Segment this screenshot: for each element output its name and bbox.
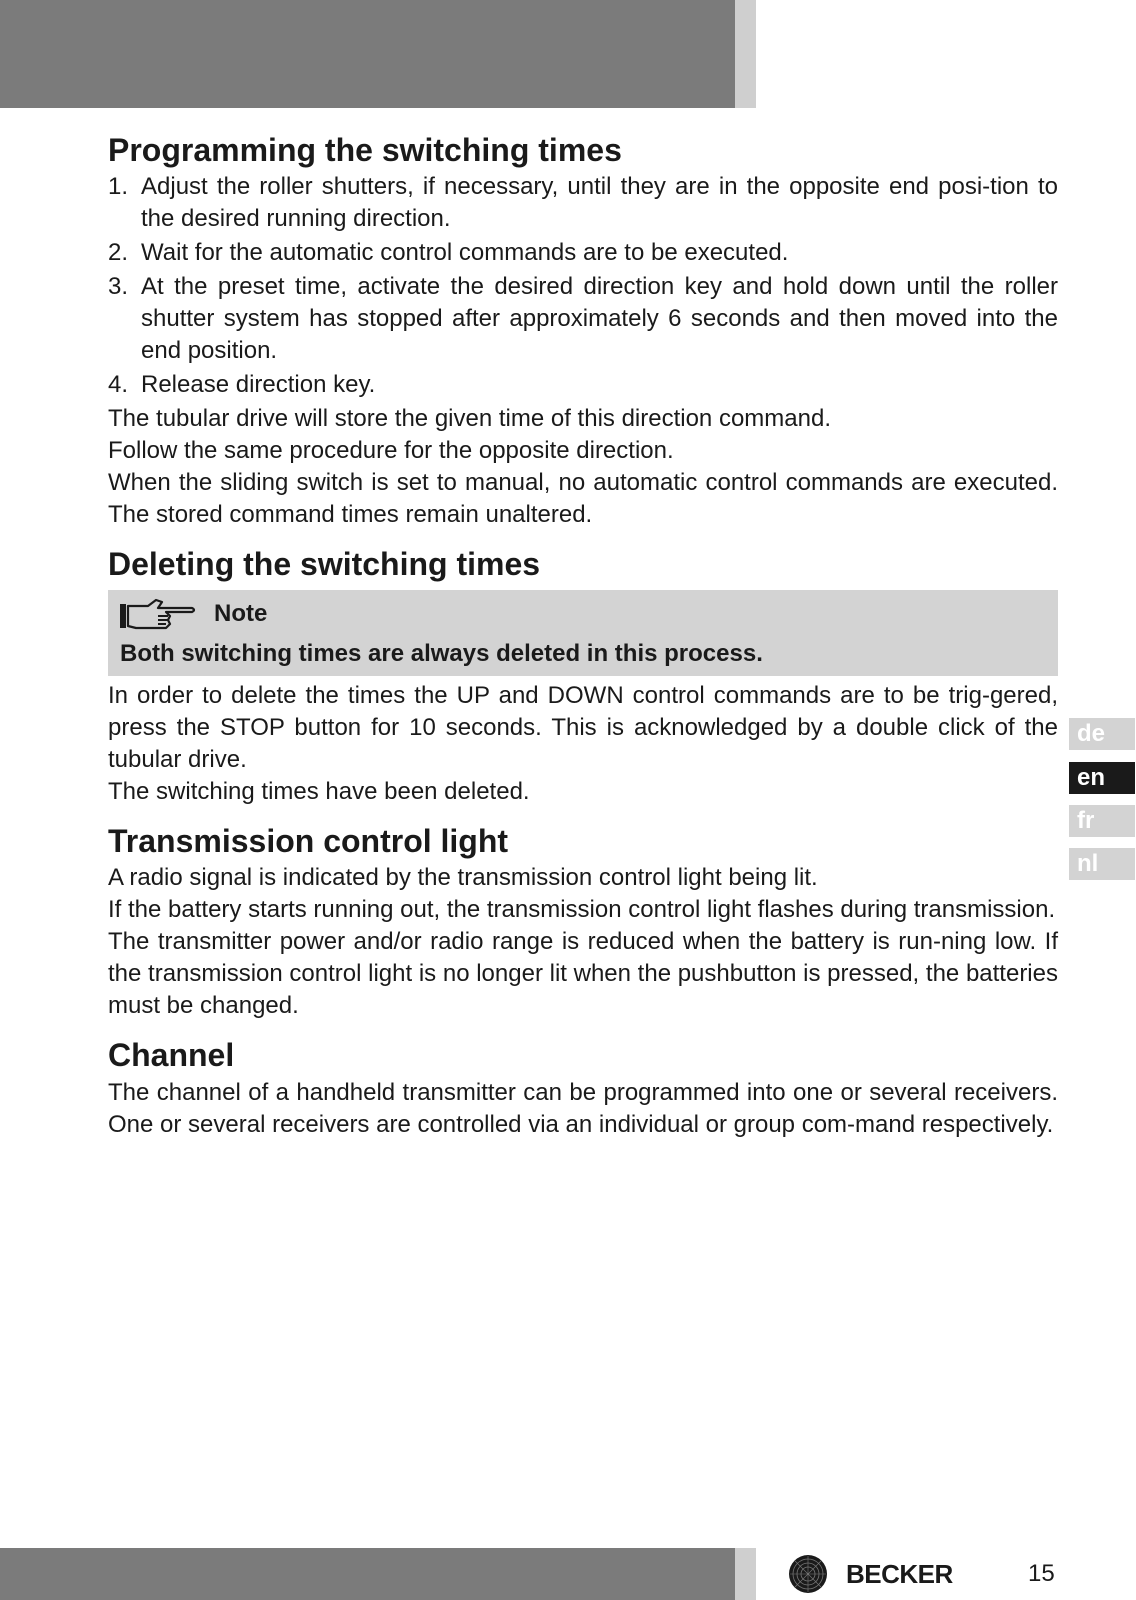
header-bar bbox=[0, 0, 735, 108]
language-tab-nl[interactable]: nl bbox=[1069, 848, 1135, 880]
note-box bbox=[108, 590, 1058, 676]
language-tab-de[interactable]: de bbox=[1069, 718, 1135, 750]
section-title: Deleting the switching times bbox=[108, 546, 541, 583]
section-title: Programming the switching times bbox=[108, 132, 622, 168]
paragraph: A radio signal is indicated by the transmission control light being lit. bbox=[108, 864, 818, 892]
section-transmission-light bbox=[108, 822, 1058, 1022]
paragraph: If the battery starts running out, the transmission control light flashes during transmission. bbox=[108, 896, 1056, 924]
note-header bbox=[120, 592, 1046, 636]
language-tab-en[interactable]: en bbox=[1069, 762, 1135, 794]
section-title: Transmission control light bbox=[108, 822, 509, 859]
step-text: Adjust the roller shutters, if necessary, until they are in the opposite end posi-tion to the desired running direction. bbox=[141, 173, 1058, 233]
page-number: 15 bbox=[1028, 1560, 1055, 1587]
footer-bar bbox=[0, 1548, 735, 1600]
paragraph: The tubular drive will store the given time of this direction command. bbox=[108, 405, 831, 433]
brand bbox=[788, 1548, 953, 1600]
note-title: Note bbox=[214, 599, 268, 627]
page-content bbox=[108, 131, 1058, 1155]
section-deleting bbox=[108, 545, 1058, 807]
step-text: Release direction key. bbox=[141, 371, 376, 399]
becker-logo-icon bbox=[788, 1554, 828, 1594]
footer-bar-edge bbox=[735, 1548, 756, 1600]
list-item: 4. Release direction key. bbox=[108, 371, 376, 399]
paragraph: The channel of a handheld transmitter can be programmed into one or several receivers. One or several receivers are controlled via an individual or group com-mand respectively. bbox=[108, 1078, 1058, 1138]
section-title: Channel bbox=[108, 1037, 235, 1074]
brand-name: BECKER bbox=[846, 1558, 953, 1589]
note-text: Both switching times are always deleted in this process. bbox=[120, 639, 763, 667]
paragraph: The switching times have been deleted. bbox=[108, 777, 530, 805]
steps-list bbox=[108, 171, 1058, 401]
list-item: 3. At the preset time, activate the desired direction key and hold down until the roller shutter system has stopped after approximately 6 seconds and then moved into the end position. bbox=[108, 273, 1058, 365]
language-tab-fr[interactable]: fr bbox=[1069, 805, 1135, 837]
paragraph: Follow the same procedure for the opposite direction. bbox=[108, 437, 674, 465]
paragraph: In order to delete the times the UP and DOWN control commands are to be trig-gered, press the STOP button for 10 seconds. This is acknowledged by a double click of the tubular drive. bbox=[108, 681, 1058, 773]
list-item: 1. Adjust the roller shutters, if necessary, until they are in the opposite end posi-tion to the desired running direction. bbox=[108, 173, 1058, 233]
pointing-hand-icon bbox=[118, 596, 198, 632]
paragraph: The transmitter power and/or radio range is reduced when the battery is run-ning low. If the transmission control light is no longer lit when the pushbutton is pressed, the batteries must be changed. bbox=[108, 928, 1058, 1020]
list-item: 2. Wait for the automatic control commands are to be executed. bbox=[108, 239, 789, 267]
step-text: Wait for the automatic control commands are to be executed. bbox=[141, 239, 789, 267]
section-channel bbox=[108, 1036, 1058, 1140]
section-programming bbox=[108, 131, 1058, 531]
header-bar-edge bbox=[735, 0, 756, 108]
paragraph: When the sliding switch is set to manual, no automatic control commands are executed. The stored command times remain unaltered. bbox=[108, 469, 1058, 529]
step-text: At the preset time, activate the desired direction key and hold down until the roller shutter system has stopped after approximately 6 seconds and then moved into the end position. bbox=[141, 273, 1058, 365]
